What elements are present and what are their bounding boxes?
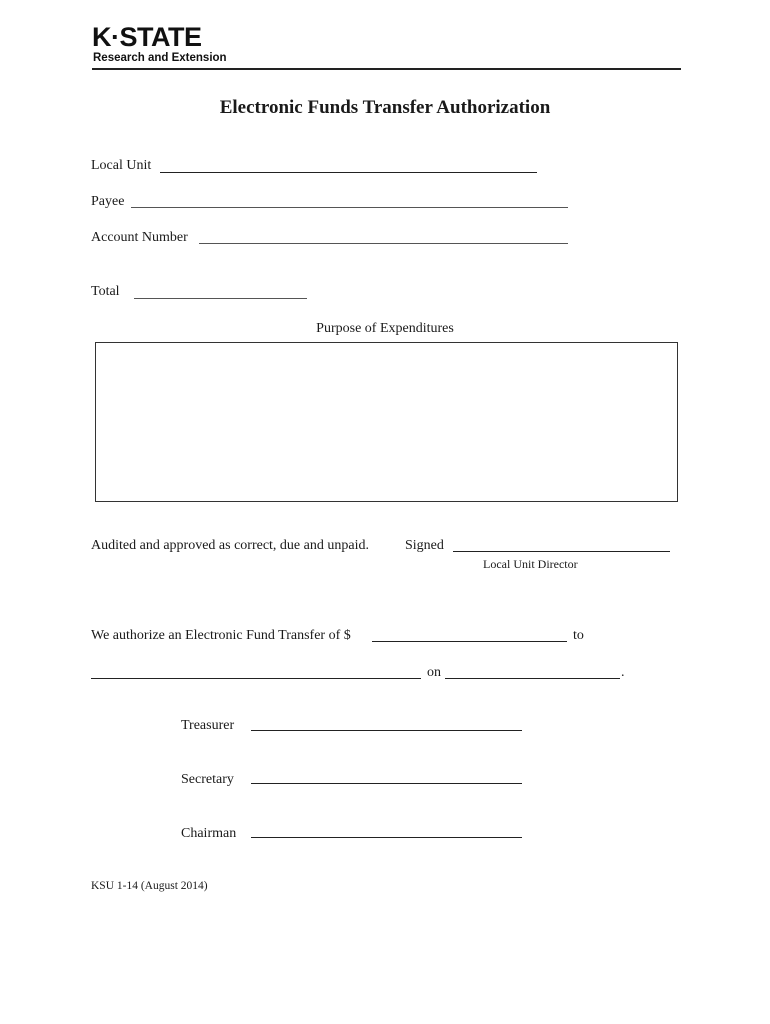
kstate-logo: K·STATE [92, 22, 202, 52]
director-signature-field[interactable] [453, 551, 670, 552]
local-unit-label: Local Unit [91, 158, 152, 173]
chairman-signature-field[interactable] [251, 837, 522, 838]
page-title: Electronic Funds Transfer Authorization [219, 97, 551, 118]
total-field[interactable] [134, 298, 307, 299]
payee-label: Payee [91, 194, 125, 209]
header-divider [92, 68, 681, 70]
account-number-field[interactable] [199, 243, 568, 244]
transfer-statement: We authorize an Electronic Fund Transfer of $ [91, 628, 351, 643]
transfer-amount-field[interactable] [372, 641, 567, 642]
period-mark: . [621, 665, 625, 680]
transfer-recipient-field[interactable] [91, 678, 421, 679]
local-unit-field[interactable] [160, 172, 537, 173]
treasurer-label: Treasurer [181, 718, 235, 733]
local-unit-director-caption: Local Unit Director [483, 557, 578, 571]
audit-statement: Audited and approved as correct, due and unpaid. [91, 538, 369, 553]
to-label: to [573, 628, 584, 643]
payee-field[interactable] [131, 207, 568, 208]
chairman-label: Chairman [181, 826, 237, 841]
transfer-date-field[interactable] [445, 678, 620, 679]
treasurer-signature-field[interactable] [251, 730, 522, 731]
account-number-label: Account Number [91, 230, 188, 245]
secretary-label: Secretary [181, 772, 234, 787]
form-identifier: KSU 1-14 (August 2014) [91, 880, 208, 892]
purpose-label: Purpose of Expenditures [316, 321, 454, 336]
total-label: Total [91, 284, 120, 299]
purpose-of-expenditures-box[interactable] [95, 342, 678, 502]
on-label: on [427, 665, 441, 680]
signed-label: Signed [405, 538, 444, 553]
secretary-signature-field[interactable] [251, 783, 522, 784]
logo-subtitle: Research and Extension [93, 52, 227, 64]
